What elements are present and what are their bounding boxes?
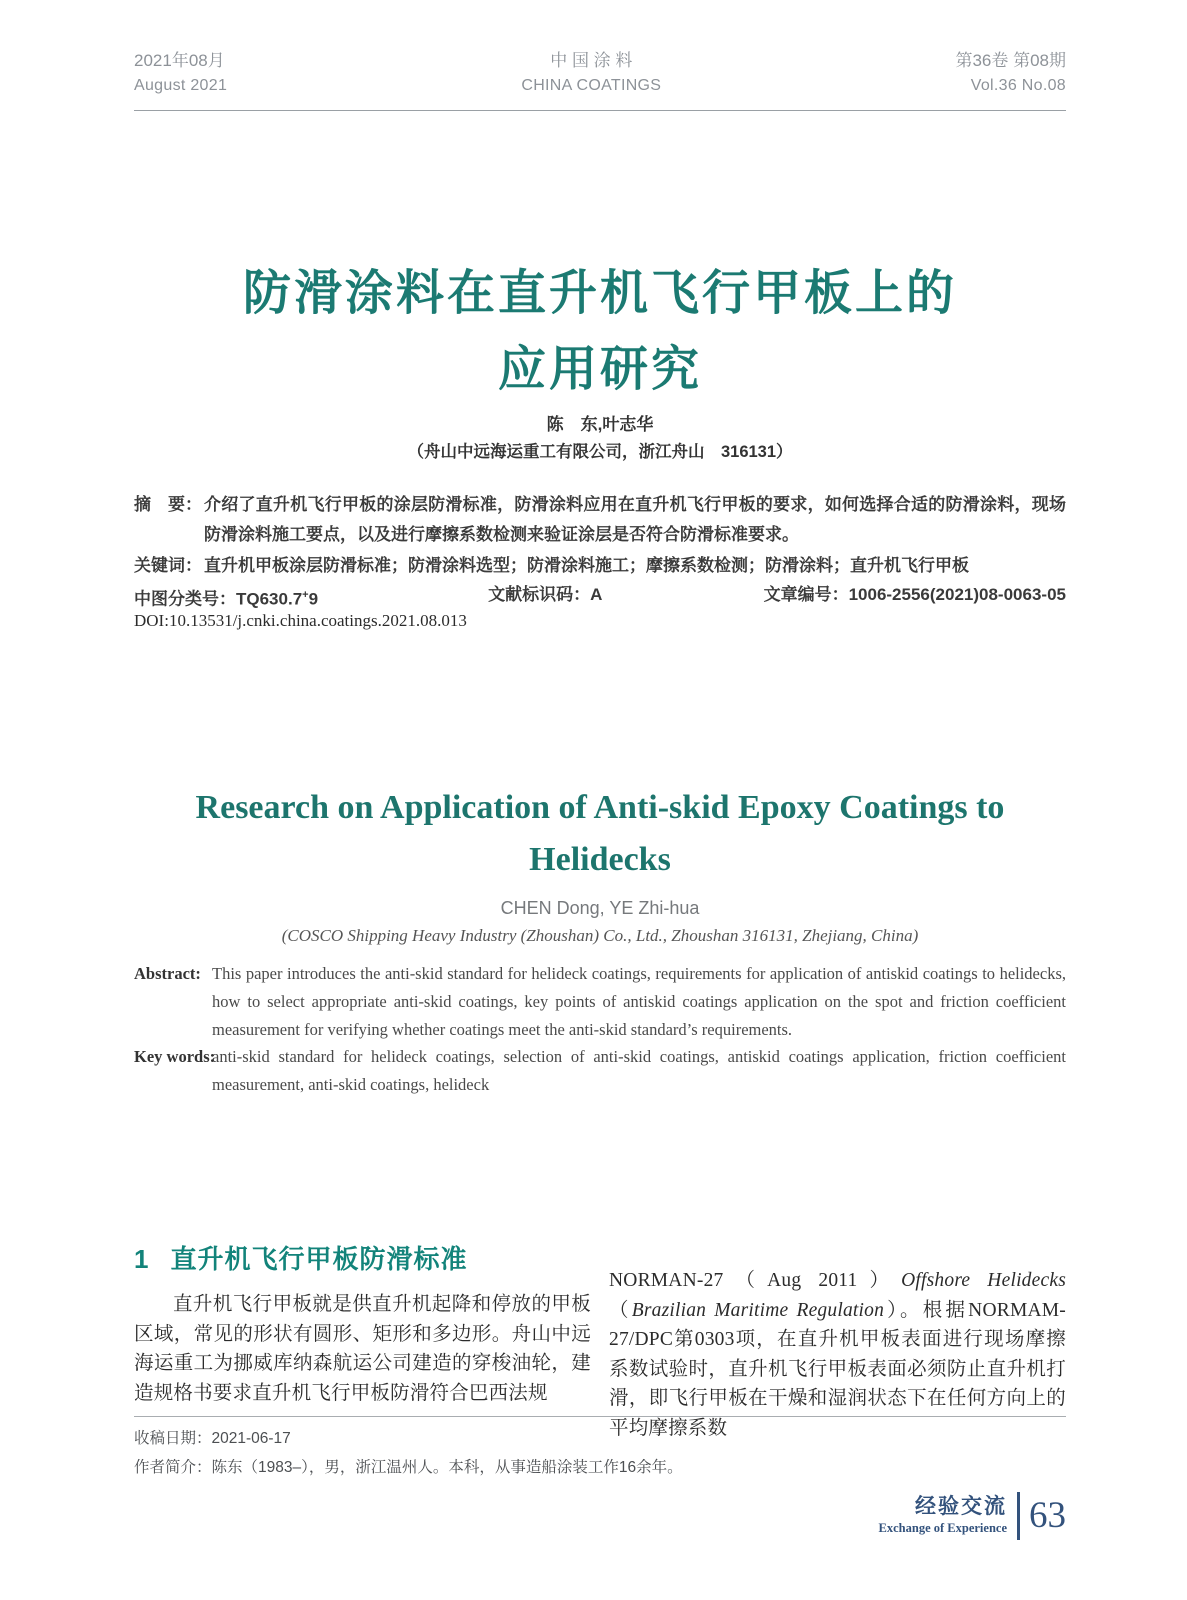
header-issue (955, 48, 1066, 98)
header-journal-cn: 中 国 涂 料 (550, 51, 633, 70)
abstract-cn-label: 摘 要： (134, 495, 202, 514)
article-body (134, 1240, 1066, 1443)
keywords-cn (134, 551, 1066, 581)
abstract-cn-text: 介绍了直升机飞行甲板的涂层防滑标准，防滑涂料应用在直升机飞行甲板的要求，如何选择合适的防滑涂料，现场防滑涂料施工要点，以及进行摩擦系数检测来验证涂层是否符合防滑标准要求。 (204, 495, 1066, 544)
article-title-cn-line1: 防滑涂料在直升机飞行甲板上的 (242, 267, 957, 320)
body-column-right (609, 1240, 1066, 1443)
article-title-cn (134, 256, 1066, 408)
header-issue-en: Vol.36 No.08 (970, 77, 1066, 94)
para-right-pre: NORMAN-27（Aug 2011） (609, 1270, 902, 1291)
abstract-en-label: Abstract: (134, 964, 201, 983)
page-footer (879, 1492, 1066, 1540)
abstract-en (134, 960, 1066, 1044)
column-label (879, 1495, 1017, 1537)
para-right-post: ）。根据NORMAM-27/DPC第0303项，在直升机甲板表面进行现场摩擦系数试验时，直升机飞行甲板表面必须防止直升机打滑，即飞行甲板在干燥和湿润状态下在任何方向上的平均摩擦系数 (609, 1299, 1066, 1439)
footnote (134, 1424, 1066, 1482)
section-1-title: 直升机飞行甲板防滑标准 (170, 1244, 468, 1274)
author-bio (134, 1453, 1066, 1482)
page-content (134, 0, 1066, 1600)
header-journal (521, 48, 661, 98)
column-label-cn: 经验交流 (915, 1495, 1007, 1518)
article-title-en-line2: Helidecks (529, 841, 671, 878)
document-code-value: A (590, 585, 603, 604)
clc-label: 中图分类号： (134, 589, 236, 609)
received-date (134, 1424, 1066, 1453)
affiliation-cn: （舟山中远海运重工有限公司，浙江舟山 316131） (407, 443, 793, 461)
footnote-divider (134, 1416, 1066, 1417)
para-right-italic-2: Brazilian Maritime Regulation (631, 1299, 885, 1321)
document-code (488, 581, 749, 614)
article-title-cn-line2: 应用研究 (497, 343, 702, 396)
article-title-en (134, 782, 1066, 886)
para-right-mid: （ (609, 1299, 632, 1321)
header-divider (134, 110, 1066, 111)
section-1-number: 1 (134, 1244, 149, 1274)
authors-cn: 陈 东,叶志华 (546, 415, 654, 434)
keywords-en-text: anti-skid standard for helideck coatings, selection of anti-skid coatings, antiskid coatings application, friction coefficient measurement, anti-skid coatings, helideck (212, 1047, 1066, 1094)
article-id-label: 文章编号： (763, 585, 849, 604)
clc-value: TQ630.7 (236, 589, 303, 609)
keywords-en-label: Key words: (134, 1047, 216, 1066)
header-date-en: August 2021 (134, 77, 228, 94)
abstract-cn (134, 490, 1066, 550)
article-title-en-line1: Research on Application of Anti-skid Epoxy Coatings to (195, 789, 1005, 826)
header-journal-en: CHINA COATINGS (521, 77, 662, 94)
section-1-paragraph-right (609, 1240, 1066, 1443)
clc-tail: 9 (308, 589, 319, 609)
para-right-italic-1: Offshore Helidecks (901, 1270, 1066, 1291)
clc-number (134, 581, 488, 614)
keywords-en (134, 1043, 1066, 1099)
doi: DOI:10.13531/j.cnki.china.coatings.2021.08.013 (134, 611, 467, 630)
column-label-en: Exchange of Experience (878, 1521, 1007, 1535)
received-date-label: 收稿日期： (134, 1430, 212, 1447)
article-id-value: 1006-2556(2021)08-0063-05 (848, 585, 1066, 604)
classification-row (134, 581, 1066, 614)
authors-en: CHEN Dong, YE Zhi-hua (500, 898, 700, 918)
header-date-cn: 2021年08月 (134, 51, 225, 70)
section-1-paragraph-left: 直升机飞行甲板就是供直升机起降和停放的甲板区域，常见的形状有圆形、矩形和多边形。舟山中远海运重工为挪威库纳森航运公司建造的穿梭油轮，建造规格书要求直升机飞行甲板防滑符合巴西法规 (134, 1294, 591, 1404)
page-number: 63 (1029, 1495, 1066, 1536)
author-bio-label: 作者简介： (134, 1459, 212, 1476)
keywords-cn-text: 直升机甲板涂层防滑标准；防滑涂料选型；防滑涂料施工；摩擦系数检测；防滑涂料；直升机飞行甲板 (204, 556, 969, 575)
header-date (134, 48, 227, 98)
clc-superscript: + (302, 589, 309, 601)
article-id (749, 581, 1066, 614)
author-bio-value: 陈东（1983–），男，浙江温州人。本科，从事造船涂装工作16余年。 (211, 1459, 683, 1476)
received-date-value: 2021-06-17 (211, 1430, 291, 1447)
keywords-cn-label: 关键词： (134, 556, 202, 575)
body-column-left (134, 1240, 591, 1443)
header-issue-cn: 第36卷 第08期 (955, 51, 1066, 70)
document-code-label: 文献标识码： (488, 585, 591, 604)
affiliation-en: (COSCO Shipping Heavy Industry (Zhoushan) Co., Ltd., Zhoushan 316131, Zhejiang, China) (281, 926, 919, 945)
footer-divider-bar (1017, 1492, 1020, 1540)
abstract-en-text: This paper introduces the anti-skid standard for helideck coatings, requirements for application of antiskid coatings to helidecks, how to select appropriate anti-skid coatings, key points of antiskid coatings application on the spot and friction coefficient measurement for verifying whether coatings meet the anti-skid standard’s requirements. (212, 964, 1066, 1039)
running-header (134, 48, 1066, 98)
section-1-heading (134, 1240, 591, 1278)
